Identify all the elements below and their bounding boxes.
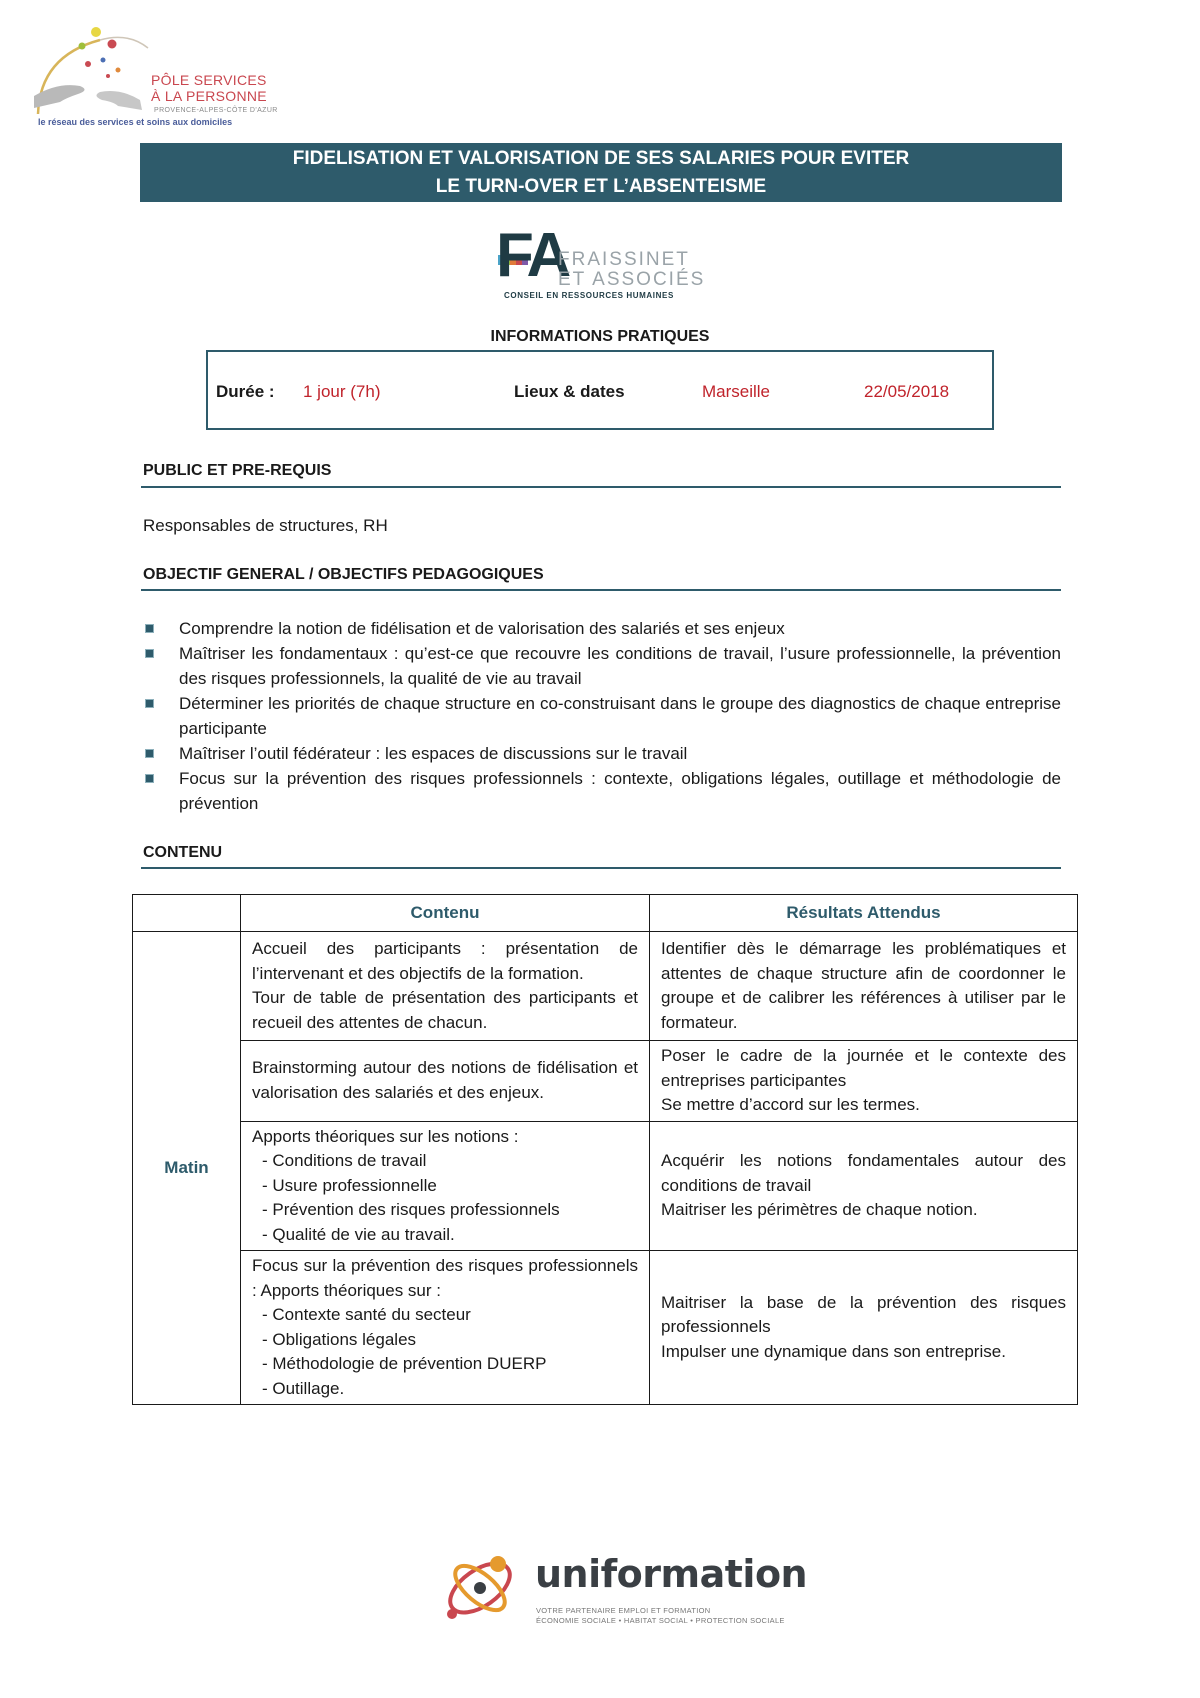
period-cell: Matin	[133, 932, 241, 1405]
contenu-cell: Accueil des participants : présentation de l’intervenant et des objectifs de la formation. Tour de table de présentation des participants et recueil des attentes de chacun.	[241, 932, 650, 1041]
square-bullet-icon	[145, 774, 154, 783]
date-value: 22/05/2018	[864, 382, 950, 401]
duration-value: 1 jour (7h)	[303, 382, 381, 401]
objectives-heading: OBJECTIF GENERAL / OBJECTIFS PEDAGOGIQUES	[143, 566, 544, 583]
sub-item: - Usure professionnelle	[262, 1175, 437, 1195]
objective-item: Déterminer les priorités de chaque structure en co-construisant dans le groupe des diagnostics de chaque entreprise participante	[143, 691, 1061, 741]
square-bullet-icon	[145, 649, 154, 658]
table-row	[133, 1251, 1078, 1405]
resultats-cell: Maitriser la base de la prévention des risques professionnels Impulser une dynamique dans son entreprise.	[650, 1251, 1078, 1405]
sub-item: - Conditions de travail	[262, 1151, 427, 1170]
objective-item: Maîtriser les fondamentaux : qu’est-ce que recouvre les conditions de travail, l’usure professionnelle, la prévention des risques professionnels, la qualité de vie au travail	[143, 641, 1061, 691]
title-line-2: LE TURN-OVER ET L’ABSENTEISME	[435, 175, 767, 197]
sub-item: - Qualité de vie au travail.	[262, 1224, 455, 1244]
infos-heading: INFORMATIONS PRATIQUES	[490, 328, 710, 345]
table-row	[133, 1121, 1078, 1251]
contenu-cell: Focus sur la prévention des risques professionnels : Apports théoriques sur : - Contexte santé du secteur - Obligations légales - Méthodologie de prévention DUERP - Outillage.	[241, 1251, 650, 1405]
square-bullet-icon	[145, 624, 154, 633]
contenu-cell: Brainstorming autour des notions de fidélisation et valorisation des salariés et des enjeux.	[241, 1041, 650, 1122]
psp-title-line-2: À LA PERSONNE	[151, 88, 267, 104]
objectives-rule	[141, 589, 1061, 591]
table-row	[133, 1041, 1078, 1122]
sub-item: - Contexte santé du secteur	[262, 1305, 471, 1324]
uniformation-tagline-2: ÉCONOMIE SOCIALE • HABITAT SOCIAL • PROTECTION SOCIALE	[536, 1616, 785, 1625]
uniformation-tagline-1: VOTRE PARTENAIRE EMPLOI ET FORMATION	[536, 1606, 711, 1615]
places-label: Lieux & dates	[514, 382, 625, 401]
public-heading: PUBLIC ET PRE-REQUIS	[143, 462, 332, 479]
objectives-list	[143, 616, 1061, 816]
fa-letters: FA	[496, 221, 568, 290]
sub-item: - Méthodologie de prévention DUERP	[262, 1354, 547, 1373]
fa-subtitle: CONSEIL EN RESSOURCES HUMAINES	[504, 291, 674, 300]
contenu-heading: CONTENU	[143, 844, 223, 861]
city-value: Marseille	[702, 382, 771, 401]
title-banner	[140, 143, 1062, 202]
public-text: Responsables de structures, RH	[143, 516, 388, 535]
header-contenu: Contenu	[241, 895, 650, 932]
sub-item: - Prévention des risques professionnels	[262, 1200, 560, 1219]
objective-item: Comprendre la notion de fidélisation et de valorisation des salariés et ses enjeux	[143, 616, 1061, 641]
sub-item: - Outillage.	[262, 1378, 345, 1398]
objective-item: Focus sur la prévention des risques professionnels : contexte, obligations légales, outillage et méthodologie de prévention	[143, 766, 1061, 816]
psp-region: PROVENCE-ALPES-CÔTE D'AZUR	[154, 107, 278, 114]
header-resultats: Résultats Attendus	[650, 895, 1078, 932]
pole-services-logo	[30, 26, 278, 130]
objective-item: Maîtriser l’outil fédérateur : les espaces de discussions sur le travail	[143, 741, 1061, 766]
psp-title-line-1: PÔLE SERVICES	[151, 72, 267, 88]
header-empty-cell	[133, 895, 241, 932]
fa-name-line-2: ET ASSOCIÉS	[558, 269, 706, 290]
psp-tagline: le réseau des services et soins aux domiciles	[38, 117, 233, 127]
square-bullet-icon	[145, 699, 154, 708]
resultats-cell: Identifier dès le démarrage les problématiques et attentes de chaque structure afin de coordonner le groupe et de calibrer les références à utiliser par le formateur.	[650, 932, 1078, 1041]
uniformation-logo	[436, 1542, 808, 1632]
contenu-cell: Apports théoriques sur les notions : - Conditions de travail - Usure professionnelle - Prévention des risques professionnels - Qualité de vie au travail.	[241, 1121, 650, 1251]
fraissinet-logo	[496, 221, 706, 303]
square-bullet-icon	[145, 749, 154, 758]
resultats-cell: Poser le cadre de la journée et le contexte des entreprises participantes Se mettre d’accord sur les termes.	[650, 1041, 1078, 1122]
table-header-row	[133, 895, 1078, 932]
resultats-cell: Acquérir les notions fondamentales autour des conditions de travail Maitriser les périmètres de chaque notion.	[650, 1121, 1078, 1251]
table-row	[133, 932, 1078, 1041]
public-rule	[141, 486, 1061, 488]
duration-label: Durée :	[216, 382, 275, 401]
fa-name-line-1: FRAISSINET	[558, 249, 690, 270]
sub-item: - Obligations légales	[262, 1329, 417, 1349]
title-line-1: FIDELISATION ET VALORISATION DE SES SALARIES POUR EVITER	[292, 147, 910, 169]
uniformation-emblem-icon	[436, 1542, 532, 1632]
uniformation-name: uniformation	[535, 1552, 808, 1596]
contenu-rule	[141, 867, 1061, 869]
content-table	[132, 894, 1078, 1405]
